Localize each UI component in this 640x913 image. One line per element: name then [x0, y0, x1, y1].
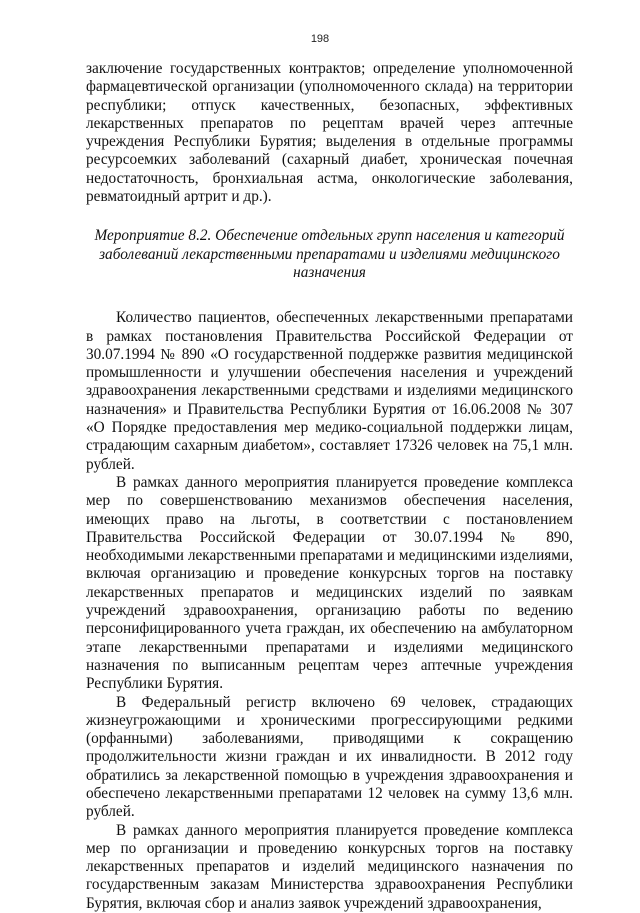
- section-heading: Мероприятие 8.2. Обеспечение отдельных групп населения и категорий заболеваний лекарственными препаратами и изделиями медицинского назначения: [94, 227, 565, 281]
- body-paragraph-3: В Федеральный регистр включено 69 человек, страдающих жизнеугрожающими и хроническими прогрессирующими редкими (орфанными) заболеваниями, приводящими к сокращению продолжительности жизни граждан и их инвалидности. В 2012 году обратились за лекарственной помощью в учреждения здравоохранения и обеспечено лекарственными препаратами 12 человек на сумму 13,6 млн. рублей.: [86, 693, 573, 821]
- page-number: 198: [310, 33, 330, 45]
- body-paragraph-4: В рамках данного мероприятия планируется проведение комплекса мер по организации и проведению конкурсных торгов на поставку лекарственных препаратов и изделий медицинского назначения по государственным заказам Министерства здравоохранения Республики Бурятия, включая сбор и анализ заявок учреждений здравоохранения,: [86, 821, 573, 912]
- body-paragraph-1: Количество пациентов, обеспеченных лекарственными препаратами в рамках постановления Правительства Российской Федерации от 30.07.1994 № 890 «О государственной поддержке развития медицинской промышленности и улучшении обеспечения населения и учреждений здравоохранения лекарственными средствами и изделиями медицинского назначения» и Правительства Республики Бурятия от 16.06.2008 № 307 «О Порядке предоставления мер медико-социальной поддержки лицам, страдающим сахарным диабетом», составляет 17326 человек на 75,1 млн. рублей.: [86, 309, 573, 473]
- body-paragraph-2: В рамках данного мероприятия планируется проведение комплекса мер по совершенствованию механизмов обеспечения населения, имеющих право на льготы, в соответствии с постановлением Правительства Российской Федерации от 30.07.1994 № 890, необходимыми лекарственными препаратами и медицинскими изделиями, включая организацию и проведение конкурсных торгов на поставку лекарственных препаратов и медицинских изделий по заявкам учреждений здравоохранения, организацию работы по ведению персонифицированного учета граждан, их обеспечению на амбулаторном этапе лекарственными препаратами и изделиями медицинского назначения по выписанным рецептам через аптечные учреждения Республики Бурятия.: [86, 473, 573, 693]
- continuation-paragraph: заключение государственных контрактов; определение уполномоченной фармацевтической организации (уполномоченного склада) на территории республики; отпуск качественных, безопасных, эффективных лекарственных препаратов по рецептам врачей через аптечные учреждения Республики Бурятия; выделения в отдельные программы ресурсоемких заболеваний (сахарный диабет, хроническая почечная недостаточность, бронхиальная астма, онкологические заболевания, ревматоидный артрит и др.).: [86, 60, 573, 206]
- page-body: [86, 60, 573, 913]
